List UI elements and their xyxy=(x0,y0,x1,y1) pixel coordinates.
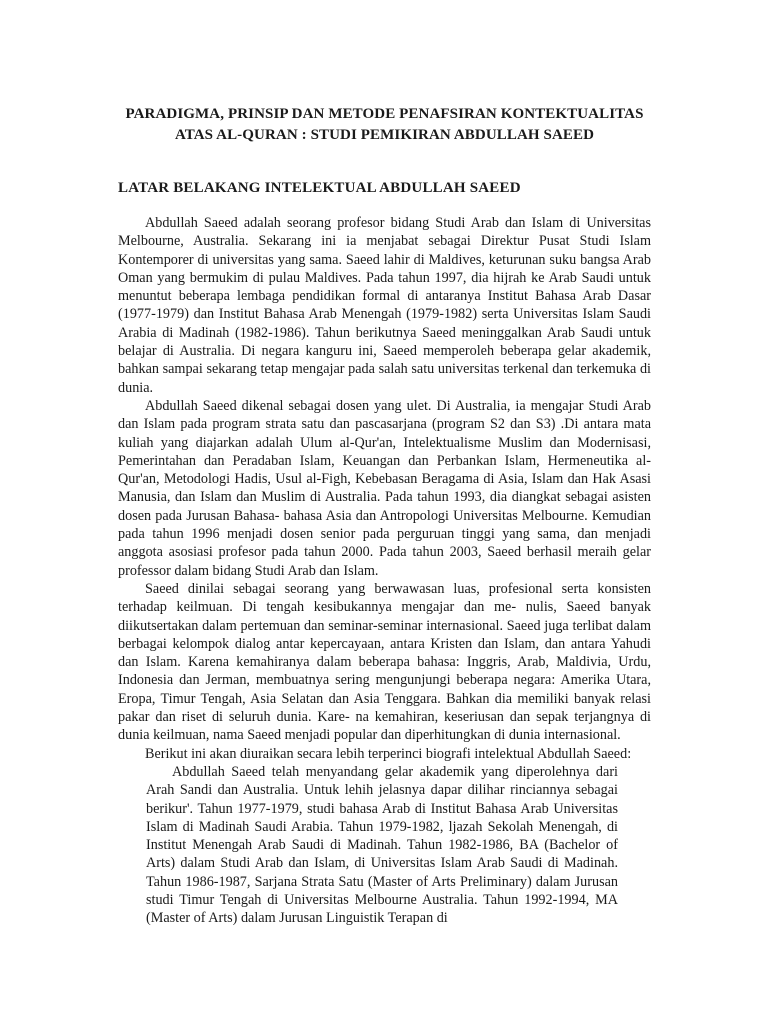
title-line-1: PARADIGMA, PRINSIP DAN METODE PENAFSIRAN KONTEKTUALITAS xyxy=(125,106,644,122)
title-line-2: ATAS AL-QURAN : STUDI PEMIKIRAN ABDULLAH SAEED xyxy=(174,127,595,143)
document-page xyxy=(118,104,651,928)
paragraph-2: Abdullah Saeed dikenal sebagai dosen yang ulet. Di Australia, ia mengajar Studi Arab dan Islam pada program strata satu dan pascasarjana (program S2 dan S3) .Di antara mata kuliah yang diajarkan adalah Ulum al-Qur'an, Intelektualisme Muslim dan Modernisasi, Pemerintahan dan Peradaban Islam, Keuangan dan Perbankan Islam, Hermeneutika al- Qur'an, Metodologi Hadis, Usul al-Figh, Kebebasan Beragama di Asia, Islam dan Hak Asasi Manusia, dan Islam dan Muslim di Australia. Pada tahun 1993, dia diangkat sebagai asisten dosen pada Jurusan Bahasa- bahasa Asia dan Antropologi Universitas Melbourne. Kemudian pada tahun 1996 menjadi dosen senior pada perguruan tinggi yang sama, dan menjadi anggota asosiasi profesor pada tahun 2000. Pada tahun 2003, Saeed berhasil meraih gelar professor dalam bidang Studi Arab dan Islam. xyxy=(118,397,651,579)
paragraph-3: Saeed dinilai sebagai seorang yang berwawasan luas, profesional serta konsisten terhadap keilmuan. Di tengah kesibukannya mengajar dan me- nulis, Saeed banyak diikutsertakan dalam pertemuan dan seminar-seminar internasional. Saeed juga terlibat dalam berbagai kelompok dialog antar kepercayaan, antara Kristen dan Islam, dan antara Yahudi dan Islam. Karena kemahiranya dalam beberapa bahasa: Inggris, Arab, Maldivia, Urdu, Indonesia dan Jerman, membuatnya sering mengunjungi beberapa negara: Amerika Utara, Eropa, Timur Tengah, Asia Selatan dan Asia Tenggara. Bahkan dia memiliki banyak relasi pakar dan riset di seluruh dunia. Kare- na kemahiran, keseriusan dan sepak terjangnya di dunia keilmuan, nama Saeed menjadi popular dan diperhitungkan di dunia internasional. xyxy=(118,580,651,744)
body-text xyxy=(118,214,651,928)
paragraph-4: Berikut ini akan diuraikan secara lebih terperinci biografi intelektual Abdullah Saeed: xyxy=(145,745,632,762)
block-quote: Abdullah Saeed telah menyandang gelar akademik yang diperolehnya dari Arah Sandi dan Australia. Untuk lehih jelasnya dapar dilihar rinciannya sebagai berikur'. Tahun 1977-1979, studi bahasa Arab di Institut Bahasa Arab Universitas Islam di Madinah Saudi Arabia. Tahun 1979-1982, ljazah Sekolah Menengah, di Institut Menengah Arab Saudi di Madinah. Tahun 1982-1986, BA (Bachelor of Arts) dalam Studi Arab dan Islam, di Universitas Islam Arab Saudi di Madinah. Tahun 1986-1987, Sarjana Strata Satu (Master of Arts Preliminary) dalam Jurusan studi Timur Tengah di Universitas Melbourne Australia. Tahun 1992-1994, MA (Master of Arts) dalam Jurusan Linguistik Terapan di xyxy=(146,763,618,927)
document-title xyxy=(118,104,651,146)
section-heading: LATAR BELAKANG INTELEKTUAL ABDULLAH SAEED xyxy=(118,180,521,196)
paragraph-1: Abdullah Saeed adalah seorang profesor bidang Studi Arab dan Islam di Universitas Melbourne, Australia. Sekarang ini ia menjabat sebagai Direktur Pusat Studi Islam Kontemporer di universitas yang sama. Saeed lahir di Maldives, keturunan suku bangsa Arab Oman yang bermukim di pulau Maldives. Pada tahun 1997, dia hijrah ke Arab Saudi untuk menuntut beberapa lembaga pendidikan formal di antaranya Institut Bahasa Arab Dasar (1977-1979) dan Institut Bahasa Arab Menengah (1979-1982) serta Universitas Islam Saudi Arabia di Madinah (1982-1986). Tahun berikutnya Saeed meninggalkan Arab Saudi untuk belajar di Australia. Di negara kanguru ini, Saeed memperoleh beberapa gelar akademik, bahkan sampai sekarang tetap mengajar pada salah satu universitas terkenal dan terkemuka di dunia. xyxy=(118,215,651,396)
